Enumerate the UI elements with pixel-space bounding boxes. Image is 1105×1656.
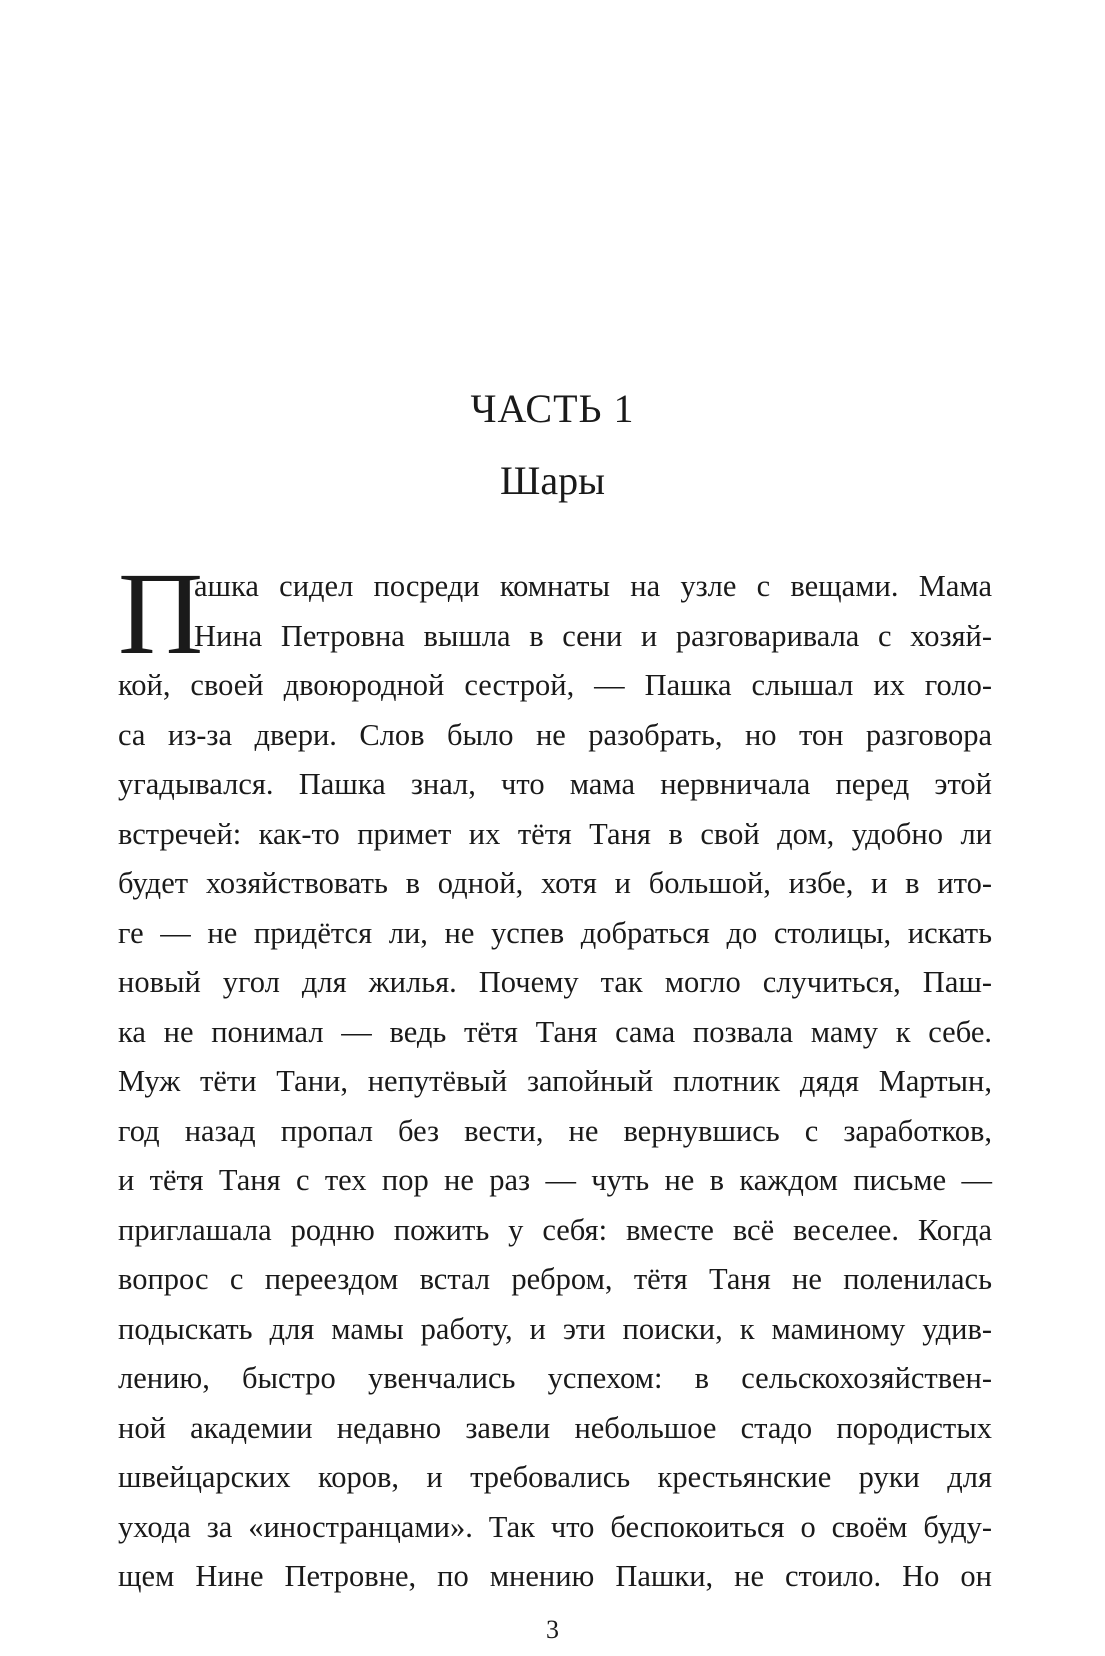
text-line: Муж тёти Тани, непутёвый запойный плотник дядя Мартын,: [118, 1064, 992, 1098]
text-line: ной академии недавно завели небольшое стадо породистых: [118, 1410, 992, 1445]
text-line: Нина Петровна вышла в сени и разговаривала с хозяй-: [194, 618, 992, 653]
text-line: встречей: как-то примет их тётя Таня в свой дом, удобно ли: [118, 816, 992, 851]
text-line: ашка сидел посреди комнаты на узле с вещами. Мама: [194, 569, 992, 603]
text-line: ухода за «иностранцами». Так что беспокоиться о своём буду-: [118, 1509, 992, 1544]
text-line: са из-за двери. Слов было не разобрать, но тон разговора: [118, 717, 992, 752]
text-line: лению, быстро увенчались успехом: в сельскохозяйствен-: [118, 1361, 992, 1395]
text-line: швейцарских коров, и требовались крестьянские руки для: [118, 1460, 992, 1494]
text-line: ка не понимал — ведь тётя Таня сама позвала маму к себе.: [118, 1014, 992, 1049]
text-line: щем Нине Петровне, по мнению Пашки, не стоило. Но он: [118, 1559, 992, 1593]
part-heading: ЧАСТЬ 1: [470, 386, 635, 431]
text-line: и тётя Таня с тех пор не раз — чуть не в каждом письме —: [118, 1163, 992, 1197]
text-line: новый угол для жилья. Почему так могло случиться, Паш-: [118, 965, 992, 999]
chapter-heading: Шары: [500, 458, 605, 503]
text-line: вопрос с переездом встал ребром, тётя Таня не поленилась: [118, 1262, 992, 1296]
text-line: угадывался. Пашка знал, что мама нервничала перед этой: [118, 767, 992, 801]
text-line: год назад пропал без вести, не вернувшись с заработков,: [118, 1113, 992, 1148]
text-line: кой, своей двоюродной сестрой, — Пашка слышал их голо-: [118, 668, 992, 702]
text-line: ге — не придётся ли, не успев добраться до столицы, искать: [118, 915, 992, 950]
body-text: [118, 548, 992, 1602]
page-number: 3: [546, 1615, 559, 1644]
text-line: будет хозяйствовать в одной, хотя и большой, избе, и в ито-: [118, 866, 992, 900]
drop-cap: П: [118, 548, 204, 679]
text-line: подыскать для мамы работу, и эти поиски, к маминому удив-: [118, 1311, 992, 1346]
text-line: приглашала родню пожить у себя: вместе всё веселее. Когда: [118, 1212, 992, 1247]
